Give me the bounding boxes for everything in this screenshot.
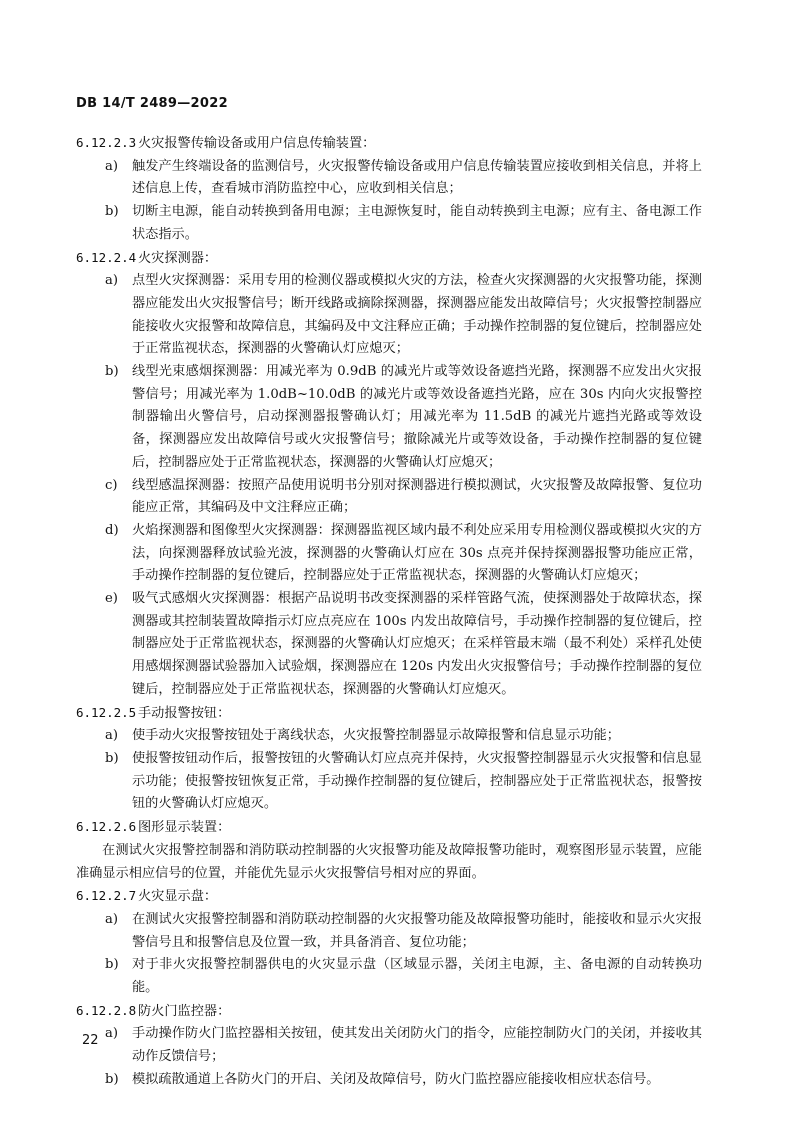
list-item [76,748,702,816]
list-item-label: e) [105,591,118,607]
list-item-text: 在测试火灾报警控制器和消防联动控制器的火灾报警功能及故障报警功能时，能接收和显示火灾报警信号且和报警信息及位置一致，并具备消音、复位功能； [132,911,702,950]
list-item [76,270,702,361]
list-item-text: 线型感温探测器：按照产品使用说明书分别对探测器进行模拟测试，火灾报警及故障报警、复位功能应正常，其编码及中文注释应正确； [132,477,702,516]
list-item [76,954,702,999]
list-item-label: b) [105,957,119,973]
section-number: 6.12.2.4 [76,249,137,265]
list-item-label: b) [105,1071,119,1087]
list-item-text: 线型光束感烟探测器：用减光率为 0.9dB 的减光片或等效设备遮挡光路，探测器不应发出火灾报警信号；用减光率为 1.0dB~10.0dB 的减光片或等效设备遮挡光路，应在 30s 内向火灾报警控制器输出火警信号，启动探测器报警确认灯；用减光率为 11.5dB 的减光片遮挡光路或等效设备，探测器应发出故障信号或火灾报警信号；撤除减光片或等效设备，手动操作控制器的复位键后，控制器应处于正常监视状态，探测器的火警确认灯应熄灭； [132,364,702,470]
list-item-label: a) [105,911,119,927]
section-title: 火灾报警传输设备或用户信息传输装置： [138,136,376,151]
section-number: 6.12.2.3 [76,135,137,150]
document-body [76,132,702,1092]
list-item-text: 使手动火灾报警按钮处于离线状态，火灾报警控制器显示故障报警和信息显示功能； [132,728,620,744]
list-item-label: d) [105,522,119,538]
section-number: 6.12.2.8 [76,1002,137,1018]
section-title: 火灾显示盘： [138,889,218,905]
section-number: 6.12.2.6 [76,819,137,835]
section-heading [76,247,702,271]
section-title: 防火门监控器： [138,1003,231,1019]
list-item-label: b) [105,364,119,380]
list-item-label: c) [105,477,118,493]
section-heading [76,816,702,840]
list-item-text: 对于非火灾报警控制器供电的火灾显示盘（区域显示器，关闭主电源，主、备电源的自动转换功能。 [132,957,702,996]
section-title: 火灾探测器： [138,250,218,266]
list-item [76,520,702,588]
list-item-text: 火焰探测器和图像型火灾探测器：探测器监视区域内最不利处应采用专用检测仪器或模拟火灾的方法，向探测器释放试验光波，探测器的火警确认灯应在 30s 点亮并保持探测器报警功能应正常，手动操作控制器的复位键后，控制器应处于正常监视状态，探测器的火警确认灯应熄灭； [132,522,702,584]
list-item-label: a) [105,273,119,289]
list-item [76,156,702,201]
list-item-label: b) [105,204,119,220]
list-item-text: 触发产生终端设备的监测信号，火灾报警传输设备或用户信息传输装置应接收到相关信息，并将上述信息上传，查看城市消防监控中心，应收到相关信息； [132,158,702,197]
section-heading [76,702,702,726]
section-heading [76,1000,702,1024]
list-item-text: 点型火灾探测器：采用专用的检测仪器或模拟火灾的方法，检查火灾探测器的火灾报警功能，探测器应能发出火灾报警信号；断开线路或摘除探测器，探测器应能发出故障信号；火灾报警控制器应能接收火灾报警和故障信息，其编码及中文注释应正确；手动操作控制器的复位键后，控制器应处于正常监视状态，探测器的火警确认灯应熄灭； [132,273,702,357]
list-item [76,725,702,748]
list-item [76,475,702,520]
section-title: 图形显示装置： [138,820,231,836]
section-title: 手动报警按钮： [138,705,231,721]
list-item [76,1069,702,1092]
page-number: 22 [82,1033,99,1048]
list-item-text: 模拟疏散通道上各防火门的开启、关闭及故障信号，防火门监控器应能接收相应状态信号。 [132,1071,660,1087]
list-item-label: a) [105,158,119,174]
section-number: 6.12.2.7 [76,888,137,904]
list-item [76,1023,702,1068]
list-item [76,361,702,475]
section-number: 6.12.2.5 [76,704,137,720]
list-item-label: b) [105,750,119,766]
list-item-text: 手动操作防火门监控器相关按钮，使其发出关闭防火门的指令，应能控制防火门的关闭，并接收其动作反馈信号； [132,1026,702,1065]
list-item-text: 使报警按钮动作后，报警按钮的火警确认灯应点亮并保持，火灾报警控制器显示火灾报警和信息显示功能；使报警按钮恢复正常，手动操作控制器的复位键后，控制器应处于正常监视状态，报警按钮的火警确认灯应熄灭。 [132,750,702,812]
list-item [76,909,702,954]
document-id: DB 14/T 2489—2022 [76,96,228,111]
section-heading [76,132,702,156]
list-item-text: 切断主电源，能自动转换到备用电源；主电源恢复时，能自动转换到主电源；应有主、备电源工作状态指示。 [132,204,702,242]
list-item [76,201,702,246]
section-heading [76,885,702,909]
list-item-text: 吸气式感烟火灾探测器：根据产品说明书改变探测器的采样管路气流，使探测器处于故障状态，探测器或其控制装置故障指示灯应点亮应在 100s 内发出故障信号，手动操作控制器的复位键后，控制器应处于正常监视状态，探测器的火警确认灯应熄灭；在采样管最末端（最不利处）采样孔处使用感烟探测器试验器加入试验烟，探测器应在 120s 内发出火灾报警信号；手动操作控制器的复位键后，控制器应处于正常监视状态，探测器的火警确认灯应熄灭。 [132,591,702,697]
section-paragraph: 在测试火灾报警控制器和消防联动控制器的火灾报警功能及故障报警功能时，观察图形显示装置，应能准确显示相应信号的位置，并能优先显示火灾报警信号相对应的界面。 [76,842,702,881]
list-item [76,588,702,702]
list-item-label: a) [105,728,119,744]
list-item-label: a) [105,1026,119,1042]
